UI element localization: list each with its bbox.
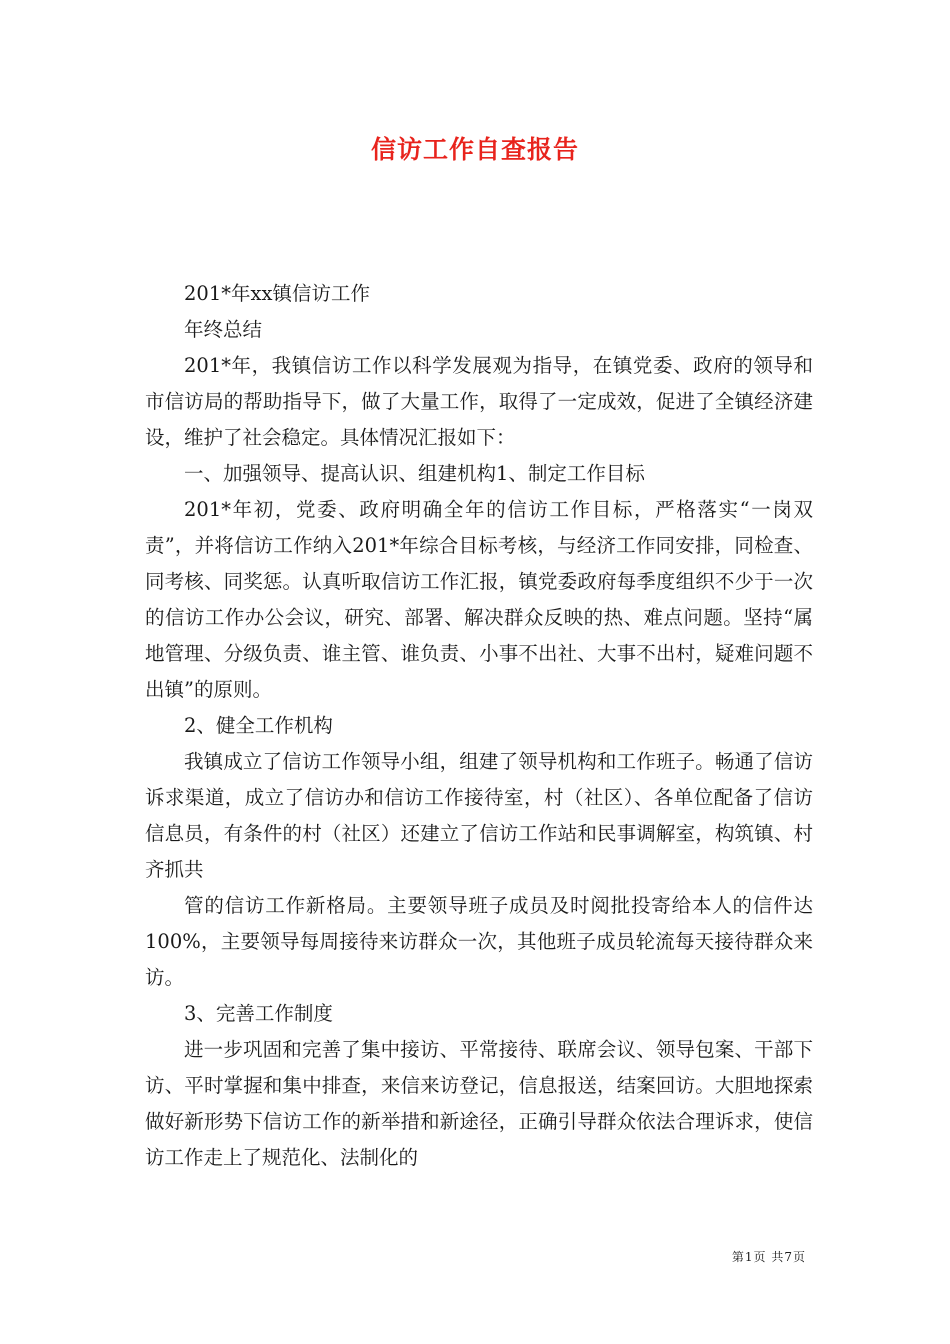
document-title: 信访工作自查报告	[370, 135, 579, 164]
paragraph-intro: 201*年，我镇信访工作以科学发展观为指导，在镇党委、政府的领导和市信访局的帮助指导下，做了大量工作，取得了一定成效，促进了全镇经济建设，维护了社会稳定。具体情况汇报如下：	[145, 354, 813, 449]
page-number: 第1页 共7页	[731, 1250, 806, 1264]
paragraph-goals: 201*年初，党委、政府明确全年的信访工作目标，严格落实“一岗双责”，并将信访工作纳入201*年综合目标考核，与经济工作同安排，同检查、同考核、同奖惩。认真听取信访工作汇报，镇党委政府每季度组织不少于一次的信访工作办公会议，研究、部署、解决群众反映的热、难点问题。坚持“属地管理、分级负责、谁主管、谁负责、小事不出社、大事不出村，疑难问题不出镇”的原则。	[145, 498, 813, 701]
section-heading-3: 3、完善工作制度	[184, 1002, 333, 1025]
document-body	[145, 276, 813, 1176]
paragraph-heading-line-1: 201*年xx镇信访工作	[184, 282, 370, 305]
paragraph-organization: 我镇成立了信访工作领导小组，组建了领导机构和工作班子。畅通了信访诉求渠道，成立了信访办和信访工作接待室，村（社区）、各单位配备了信访信息员，有条件的村（社区）还建立了信访工作站和民事调解室，构筑镇、村齐抓共	[145, 750, 813, 881]
paragraph-heading-line-2: 年终总结	[184, 318, 263, 341]
section-heading-1: 一、加强领导、提高认识、组建机构1、制定工作目标	[184, 462, 645, 485]
paragraph-organization-cont: 管的信访工作新格局。主要领导班子成员及时阅批投寄给本人的信件达100%，主要领导每周接待来访群众一次，其他班子成员轮流每天接待群众来访。	[145, 894, 813, 989]
section-heading-2: 2、健全工作机构	[184, 714, 333, 737]
paragraph-system: 进一步巩固和完善了集中接访、平常接待、联席会议、领导包案、干部下访、平时掌握和集中排查，来信来访登记，信息报送，结案回访。大胆地探索做好新形势下信访工作的新举措和新途径，正确引导群众依法合理诉求，使信访工作走上了规范化、法制化的	[145, 1038, 813, 1169]
